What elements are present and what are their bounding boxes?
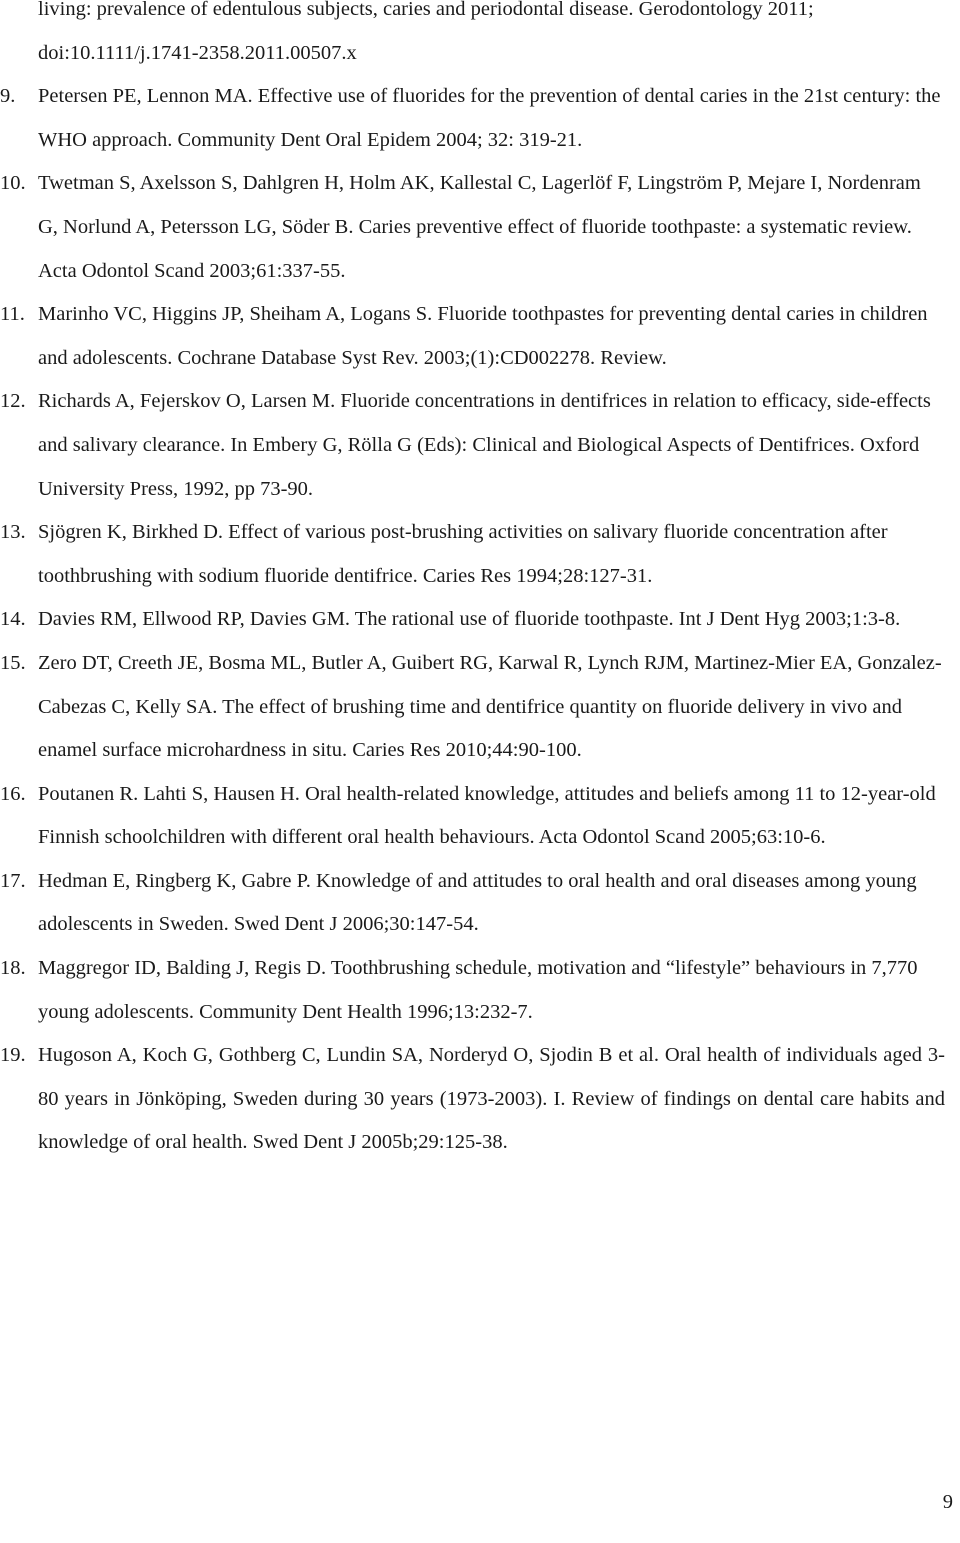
reference-number: 9. — [0, 85, 16, 108]
reference-number: 19. — [0, 1044, 26, 1067]
reference-item — [0, 598, 945, 642]
reference-number: 16. — [0, 782, 26, 805]
reference-item — [0, 511, 945, 598]
reference-text: Richards A, Fejerskov O, Larsen M. Fluoride concentrations in dentifrices in relation to efficacy, side-effects and salivary clearance. In Embery G, Rölla G (Eds): Clinical and Biological Aspects of Dentifrices. Oxford University Press, 1992, pp 73-90. — [38, 390, 931, 500]
reference-item — [0, 380, 945, 511]
reference-number: 15. — [0, 651, 26, 674]
reference-number: 13. — [0, 521, 26, 544]
reference-text: Poutanen R. Lahti S, Hausen H. Oral health-related knowledge, attitudes and beliefs among 11 to 12-year-old Finnish schoolchildren with different oral health behaviours. Acta Odontol Scand 2005;63:10-6. — [38, 782, 936, 849]
reference-item — [0, 860, 945, 947]
reference-text: Zero DT, Creeth JE, Bosma ML, Butler A, Guibert RG, Karwal R, Lynch RJM, Martinez-Mier EA, Gonzalez-Cabezas C, Kelly SA. The effect of brushing time and dentifrice quantity on fluoride delivery in vivo and enamel surface microhardness in situ. Caries Res 2010;44:90-100. — [38, 651, 942, 762]
reference-number: 14. — [0, 608, 26, 631]
reference-number: 17. — [0, 869, 26, 892]
reference-item — [0, 75, 945, 162]
reference-text: Maggregor ID, Balding J, Regis D. Toothbrushing schedule, motivation and “lifestyle” behaviours in 7,770 young adolescents. Community Dent Health 1996;13:232-7. — [38, 957, 918, 1023]
reference-text: Hugoson A, Koch G, Gothberg C, Lundin SA, Norderyd O, Sjodin B et al. Oral health of individuals aged 3-80 years in Jönköping, Sweden during 30 years (1973-2003). I. Review of findings on dental care habits and knowledge of oral health. Swed Dent J 2005b;29:125-38. — [38, 1044, 945, 1154]
page-number: 9 — [942, 1491, 953, 1513]
reference-number: 18. — [0, 957, 26, 980]
reference-text: Davies RM, Ellwood RP, Davies GM. The rational use of fluoride toothpaste. Int J Dent Hyg 2003;1:3-8. — [38, 608, 901, 631]
reference-text: Hedman E, Ringberg K, Gabre P. Knowledge of and attitudes to oral health and oral diseases among young adolescents in Sweden. Swed Dent J 2006;30:147-54. — [38, 869, 917, 936]
reference-text: Sjögren K, Birkhed D. Effect of various post-brushing activities on salivary fluoride concentration after toothbrushing with sodium fluoride dentifrice. Caries Res 1994;28:127-31. — [38, 521, 888, 587]
reference-number: 11. — [0, 303, 25, 326]
reference-number: 10. — [0, 172, 26, 195]
reference-text: Marinho VC, Higgins JP, Sheiham A, Logans S. Fluoride toothpastes for preventing dental caries in children and adolescents. Cochrane Database Syst Rev. 2003;(1):CD002278. Review. — [38, 303, 928, 369]
reference-item — [0, 162, 945, 293]
reference-text: Petersen PE, Lennon MA. Effective use of fluorides for the prevention of dental caries in the 21st century: the WHO approach. Community Dent Oral Epidem 2004; 32: 319-21. — [38, 85, 941, 151]
reference-item — [0, 293, 945, 380]
reference-item — [0, 773, 945, 860]
reference-item — [0, 947, 945, 1034]
reference-text: living: prevalence of edentulous subjects, caries and periodontal disease. Gerodontology 2011; doi:10.1111/j.1741-2358.2011.00507.x — [38, 0, 814, 64]
reference-item — [0, 1034, 945, 1165]
reference-item — [0, 0, 945, 75]
reference-text: Twetman S, Axelsson S, Dahlgren H, Holm AK, Kallestal C, Lagerlöf F, Lingström P, Mejare I, Nordenram G, Norlund A, Petersson LG, Söder B. Caries preventive effect of fluoride toothpaste: a systematic review. Acta Odontol Scand 2003;61:337-55. — [38, 172, 921, 282]
reference-item — [0, 642, 945, 773]
reference-number: 12. — [0, 390, 26, 413]
